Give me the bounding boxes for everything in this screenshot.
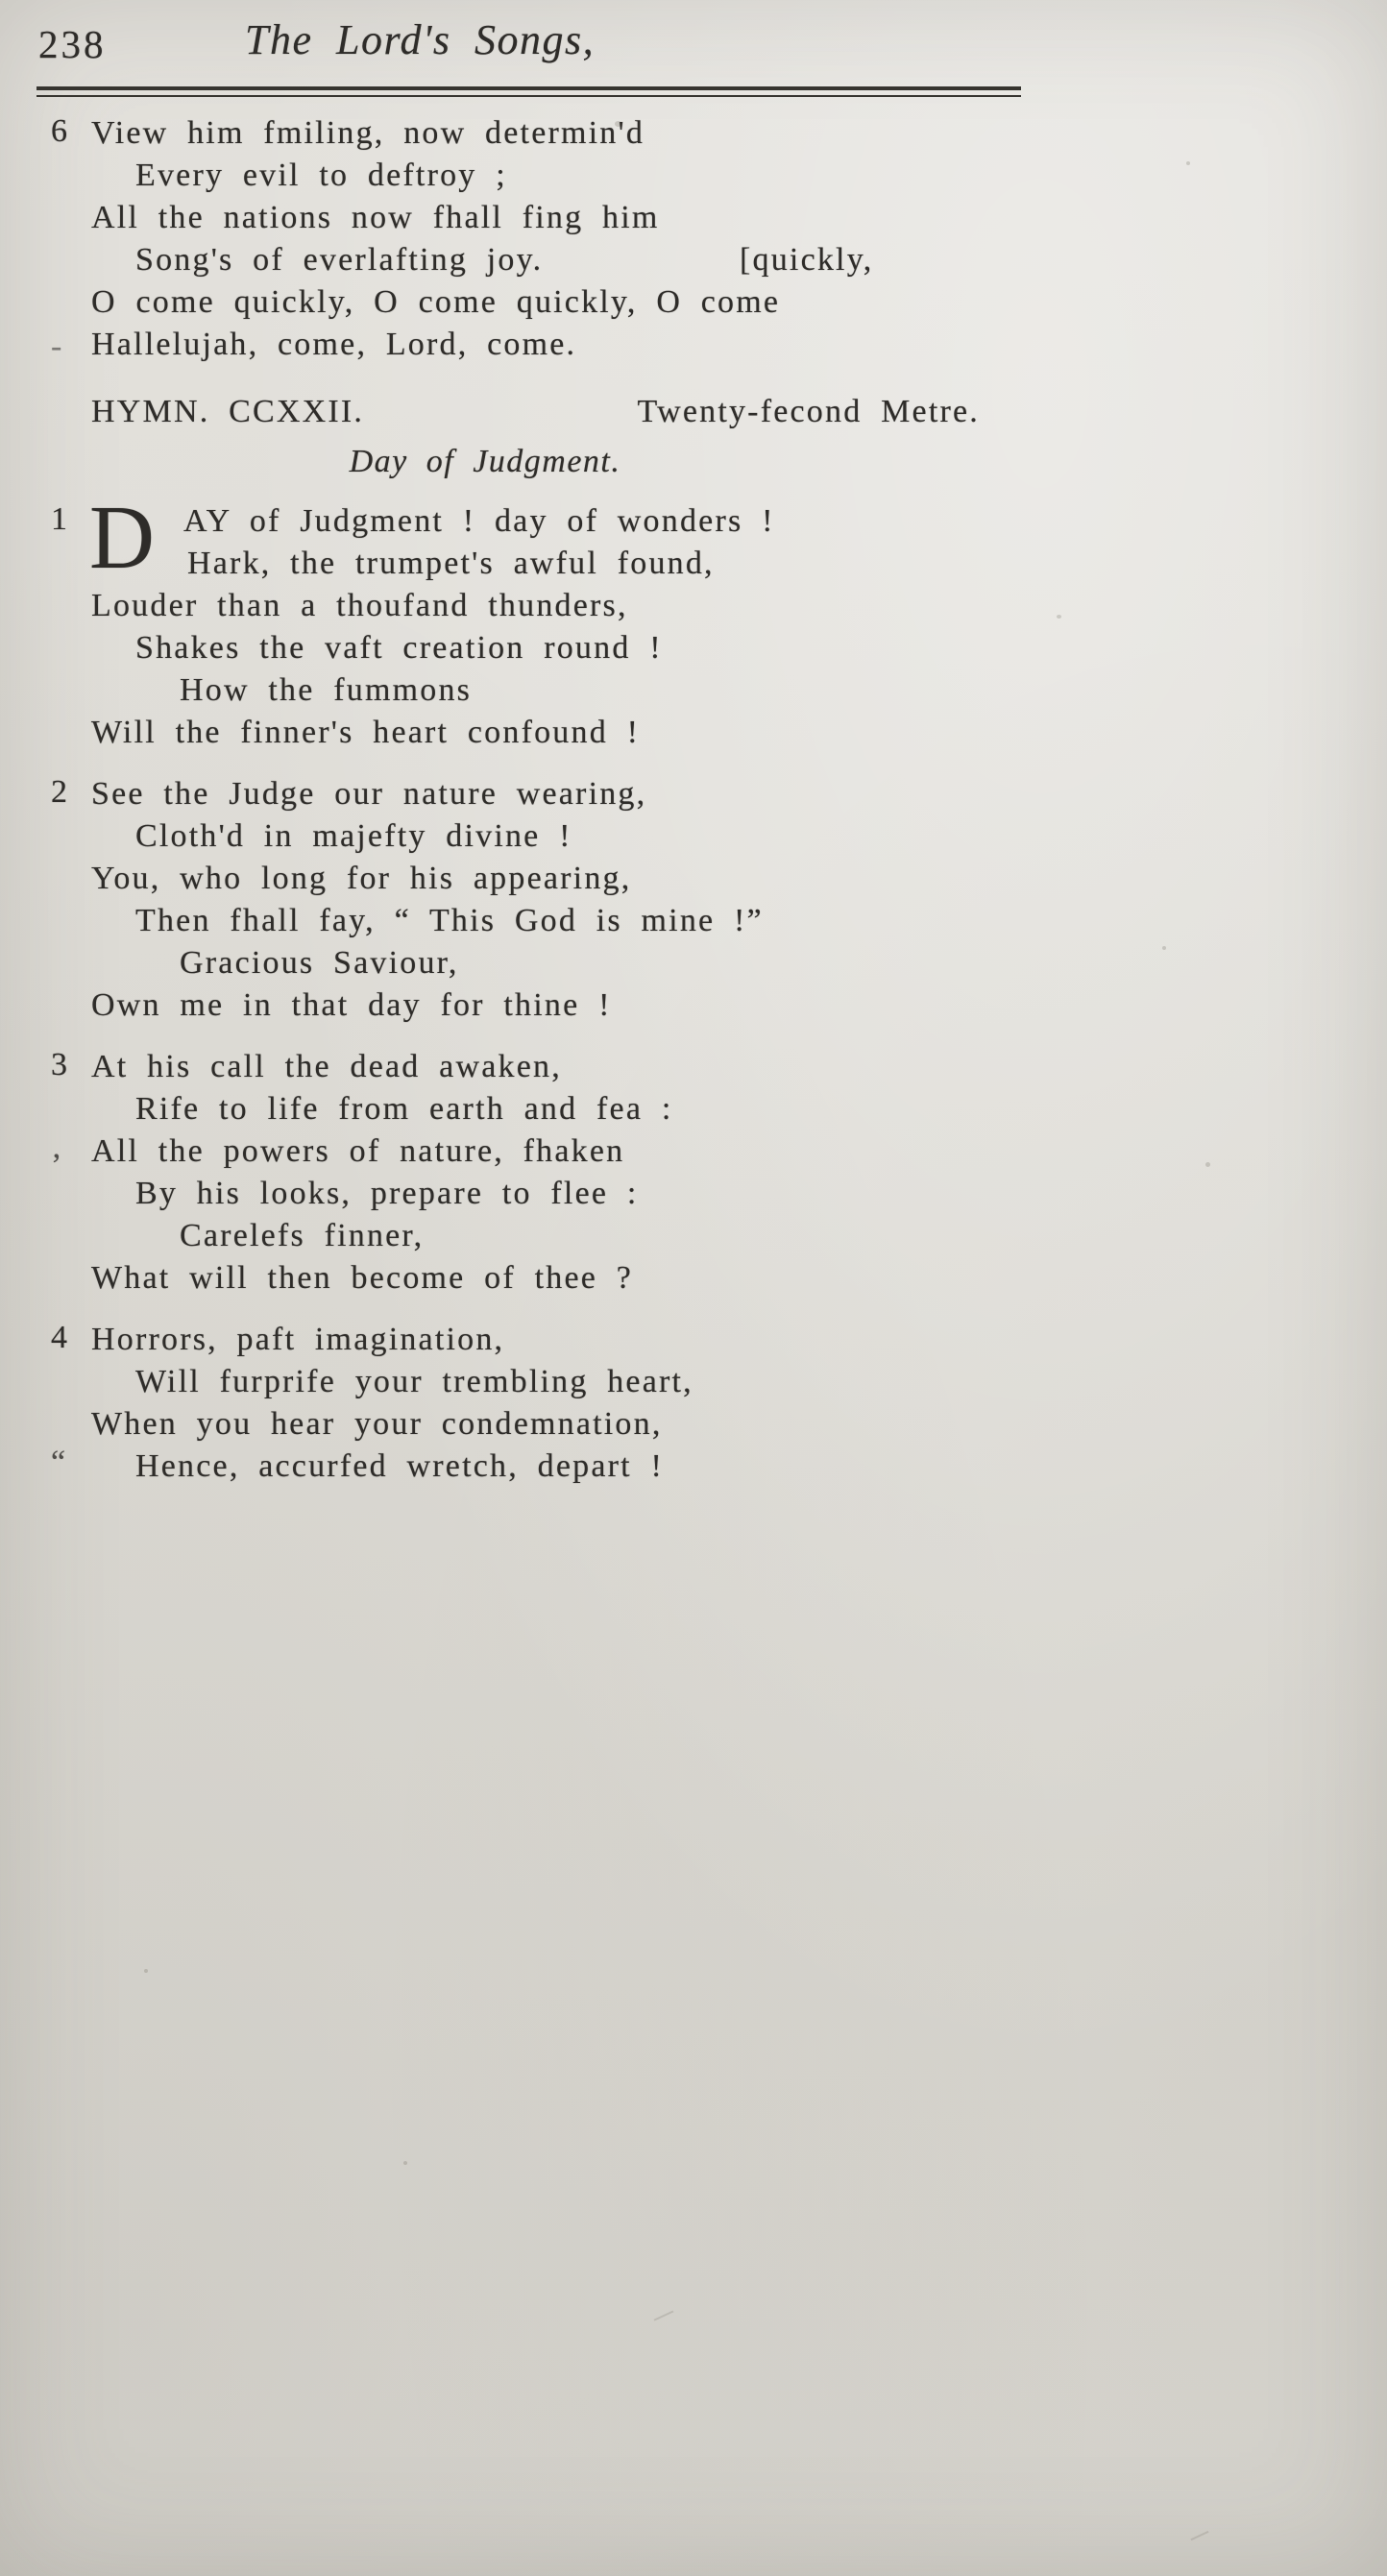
scratch-mark: [1191, 2531, 1209, 2540]
verse-number: 1: [51, 501, 70, 537]
verse-line: You, who long for his appearing,: [91, 861, 632, 896]
verse-line: O come quickly, O come quickly, O come: [91, 284, 781, 320]
verse-line: By his looks, prepare to flee :: [135, 1176, 639, 1211]
verse-line: How the fummons: [180, 672, 473, 708]
verse-line: Rife to life from earth and fea :: [135, 1091, 673, 1127]
verse-4: [51, 1319, 1387, 1488]
verse-2: [51, 773, 1387, 1027]
ink-speck: [144, 1969, 148, 1973]
verse-line: Every evil to deftroy ;: [135, 158, 507, 193]
verse-number: 2: [51, 774, 70, 810]
hymn-number: HYMN. CCXXII.: [91, 394, 365, 429]
verse-line: Hark, the trumpet's awful found,: [187, 546, 715, 581]
verse-line: Will the finner's heart confound !: [91, 715, 641, 750]
ink-speck: [1162, 946, 1166, 950]
verse-line: Carelefs finner,: [180, 1218, 425, 1253]
running-title: The Lord's Songs,: [245, 16, 596, 63]
verse-line: AY of Judgment ! day of wonders !: [183, 503, 775, 539]
drop-cap: D: [89, 488, 155, 588]
verse-line: Louder than a thoufand thunders,: [91, 588, 628, 623]
page-number: 238: [38, 22, 107, 66]
verse-line: What will then become of thee ?: [91, 1260, 634, 1296]
verse-line: Will furprife your trembling heart,: [135, 1364, 694, 1399]
page-header: [38, 16, 1387, 81]
verse-line: Cloth'd in majefty divine !: [135, 818, 572, 854]
verse-line: Then fhall fay, “ This God is mine !”: [135, 903, 764, 938]
verse-line: See the Judge our nature wearing,: [91, 776, 647, 812]
verse-6: [51, 112, 1387, 366]
ink-speck: [1186, 161, 1190, 165]
verse-line: Horrors, paft imagination,: [91, 1322, 505, 1357]
margin-mark: “: [51, 1445, 68, 1480]
margin-mark: -: [51, 328, 64, 364]
ink-speck: [615, 121, 621, 127]
verse-line: When you hear your condemnation,: [91, 1406, 663, 1442]
verse-line: Shakes the vaft creation round !: [135, 630, 663, 666]
ink-speck: [1057, 615, 1061, 619]
verse-line: At his call the dead awaken,: [91, 1049, 562, 1084]
hymn-subtitle: Day of Judgment.: [349, 444, 621, 479]
ink-speck: [1205, 1162, 1210, 1167]
hymn-metre: Twenty-fecond Metre.: [637, 394, 980, 429]
margin-mark: ‚: [51, 1130, 64, 1165]
verse-3: [51, 1046, 1387, 1300]
hymn-heading-row: [91, 391, 980, 433]
verse-line: Song's of everlafting joy. [quickly,: [91, 239, 1387, 281]
verse-line: “ Hence, accurfed wretch, depart !: [91, 1446, 1387, 1488]
verse-line: All the nations now fhall fing him: [91, 200, 660, 235]
scratch-mark: [654, 2310, 674, 2321]
verse-1: [51, 488, 1387, 754]
verse-number: 4: [51, 1320, 70, 1355]
verse-line: Own me in that day for thine !: [91, 987, 612, 1023]
verse-line: - Hallelujah, come, Lord, come.: [91, 324, 1387, 366]
verse-line: Gracious Saviour,: [180, 945, 459, 981]
header-rule: [36, 86, 1021, 97]
ink-speck: [403, 2161, 407, 2165]
verse-number: 3: [51, 1047, 70, 1082]
verse-line: ‚ All the powers of nature, fhaken: [91, 1130, 1387, 1173]
verse-line: View him fmiling, now determin'd: [91, 115, 645, 151]
verse-number: 6: [51, 113, 70, 149]
catchword: [quickly,: [740, 242, 874, 278]
